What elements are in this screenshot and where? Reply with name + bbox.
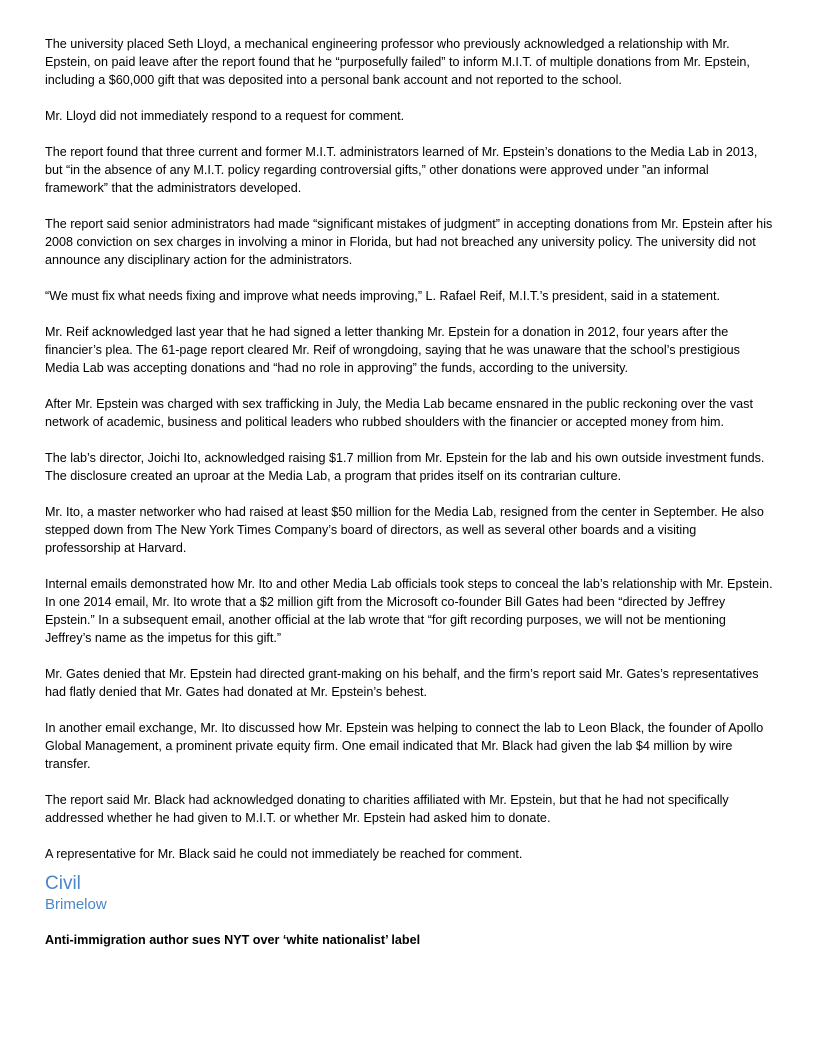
section-subheading: Brimelow <box>45 896 107 913</box>
paragraph-black-representative: A representative for Mr. Black said he could not immediately be reached for comment. <box>45 847 523 861</box>
paragraph-reif-letter: Mr. Reif acknowledged last year that he had signed a letter thanking Mr. Epstein for a donation in 2012, four years after the financier’s plea. The 61-page report cleared Mr. Reif of wrongdoing, saying that he was unaware that the school’s prestigious Media Lab was accepting donations and “had no role in approving” the funds, according to the university. <box>45 325 740 375</box>
paragraph-ito-resigned: Mr. Ito, a master networker who had raised at least $50 million for the Media Lab, resigned from the center in September. He also stepped down from The New York Times Company’s board of directors, as well as several other boards and a visiting professorship at Harvard. <box>45 505 764 555</box>
paragraph-seth-lloyd: The university placed Seth Lloyd, a mechanical engineering professor who previously acknowledged a relationship with Mr. Epstein, on paid leave after the report found that he “purposefully failed” to inform M.I.T. of multiple donations from Mr. Epstein, including a $60,000 gift that was deposited into a personal bank account and not reported to the school. <box>45 37 750 87</box>
paragraph-leon-black: In another email exchange, Mr. Ito discussed how Mr. Epstein was helping to connect the lab to Leon Black, the founder of Apollo Global Management, a prominent private equity firm. One email indicated that Mr. Black had given the lab $4 million by wire transfer. <box>45 721 764 771</box>
document-page <box>45 35 773 949</box>
paragraph-administrators: The report found that three current and former M.I.T. administrators learned of Mr. Epstein’s donations to the Media Lab in 2013, but “in the absence of any M.I.T. policy regarding controversial gifts,” other donations were approved under ”an informal framework” that the administrators developed. <box>45 145 758 195</box>
paragraph-gates-denial: Mr. Gates denied that Mr. Epstein had directed grant-making on his behalf, and the firm’s report said Mr. Gates’s representatives had flatly denied that Mr. Gates had donated at Mr. Epstein’s behest. <box>45 667 759 699</box>
paragraph-mistakes-of-judgment: The report said senior administrators had made “significant mistakes of judgment” in accepting donations from Mr. Epstein after his 2008 conviction on sex charges in involving a minor in Florida, but had not breached any university policy. The university did not announce any disciplinary action for the administrators. <box>45 217 773 267</box>
paragraph-joichi-ito: The lab’s director, Joichi Ito, acknowledged raising $1.7 million from Mr. Epstein for the lab and his own outside investment funds. The disclosure created an uproar at the Media Lab, a program that prides itself on its contrarian culture. <box>45 451 765 483</box>
paragraph-reif-quote: “We must fix what needs fixing and improve what needs improving,” L. Rafael Reif, M.I.T.’s president, said in a statement. <box>45 289 721 303</box>
paragraph-media-lab-reckoning: After Mr. Epstein was charged with sex trafficking in July, the Media Lab became ensnared in the public reckoning over the vast network of academic, business and political leaders who rubbed shoulders with the financier or accepted money from him. <box>45 397 753 429</box>
section-heading: Civil <box>45 873 81 894</box>
paragraph-black-charities: The report said Mr. Black had acknowledged donating to charities affiliated with Mr. Epstein, but that he had not specifically addressed whether he had given to M.I.T. or whether Mr. Epstein had asked him to donate. <box>45 793 729 825</box>
paragraph-lloyd-comment: Mr. Lloyd did not immediately respond to a request for comment. <box>45 109 405 123</box>
paragraph-internal-emails: Internal emails demonstrated how Mr. Ito and other Media Lab officials took steps to conceal the lab’s relationship with Mr. Epstein. In one 2014 email, Mr. Ito wrote that a $2 million gift from the Microsoft co-founder Bill Gates had been “directed by Jeffrey Epstein.” In a subsequent email, another official at the lab wrote that “for gift recording purposes, we will not be mentioning Jeffrey’s name as the impetus for this gift.” <box>45 577 773 645</box>
article-title: Anti-immigration author sues NYT over ‘white nationalist’ label <box>45 933 421 947</box>
